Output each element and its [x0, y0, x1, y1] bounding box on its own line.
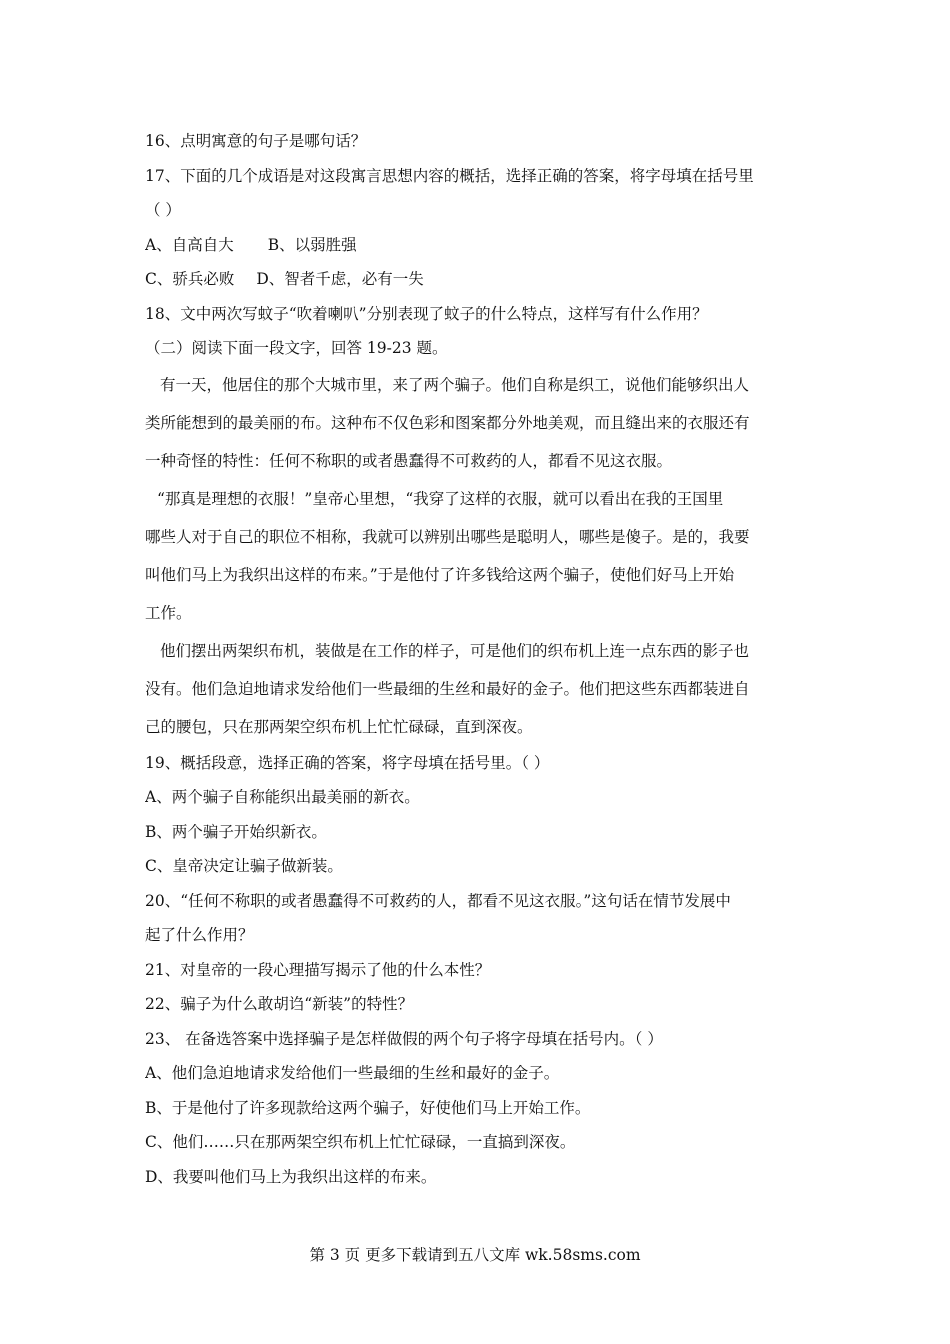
- option-d: D、智者千虑，必有一失: [256, 270, 424, 288]
- question-16: 16、点明寓意的句子是哪句话？: [145, 132, 367, 150]
- question-22: 22、骗子为什么敢胡诌“新装”的特性？: [145, 995, 414, 1013]
- question-19-option-b: B、两个骗子开始织新衣。: [145, 822, 327, 841]
- question-23-option-d: D、我要叫他们马上为我织出这样的布来。: [145, 1167, 437, 1186]
- question-23: 23、 在备选答案中选择骗子是怎样做假的两个句子将字母填在括号内。（ ）: [145, 1029, 663, 1048]
- option-c: C、骄兵必败: [145, 270, 235, 288]
- question-20-line-1: 20、“任何不称职的或者愚蠢得不可救药的人，都看不见这衣服。”这句话在情节发展中: [145, 891, 731, 910]
- passage-line: “那真是理想的衣服！”皇帝心里想，“我穿了这样的衣服，就可以看出在我的王国里: [157, 489, 724, 508]
- passage-line: 哪些人对于自己的职位不相称，我就可以辨别出哪些是聪明人，哪些是傻子。是的，我要: [145, 527, 750, 546]
- question-17-options-cd: [145, 262, 810, 297]
- passage-line: 叫他们马上为我织出这样的布来。”于是他付了许多钱给这两个骗子，使他们好马上开始: [145, 565, 735, 584]
- question-19-option-a: A、两个骗子自称能织出最美丽的新衣。: [145, 788, 420, 806]
- question-17-line-1: 17、下面的几个成语是对这段寓言思想内容的概括，选择正确的答案，将字母填在括号里: [145, 166, 754, 185]
- page-footer: 第 3 页 更多下载请到五八文库 wk.58sms.com: [309, 1246, 641, 1264]
- passage-line: 没有。他们急迫地请求发给他们一些最细的生丝和最好的金子。他们把这些东西都装进自: [145, 679, 750, 698]
- section-2-heading: （二）阅读下面一段文字，回答 19-23 题。: [145, 339, 448, 357]
- question-23-option-b: B、于是他付了许多现款给这两个骗子，好使他们马上开始工作。: [145, 1098, 591, 1117]
- question-18: 18、文中两次写蚊子“吹着喇叭”分别表现了蚊子的什么特点，这样写有什么作用？: [145, 304, 708, 323]
- question-17-line-2: （ ）: [145, 201, 181, 219]
- passage-line: 有一天，他居住的那个大城市里，来了两个骗子。他们自称是织工，说他们能够织出人: [160, 375, 750, 394]
- document-body: [145, 124, 810, 1194]
- passage-line: 他们摆出两架织布机，装做是在工作的样子，可是他们的织布机上连一点东西的影子也: [160, 641, 750, 660]
- passage-line: 类所能想到的最美丽的布。这种布不仅色彩和图案都分外地美观，而且缝出来的衣服还有: [145, 413, 750, 432]
- option-b: B、以弱胜强: [267, 235, 357, 254]
- passage-line: 一种奇怪的特性：任何不称职的或者愚蠢得不可救药的人，都看不见这衣服。: [145, 451, 673, 470]
- question-23-option-c: C、他们……只在那两架空织布机上忙忙碌碌，一直搞到深夜。: [145, 1133, 576, 1151]
- passage-line: 己的腰包，只在那两架空织布机上忙忙碌碌，直到深夜。: [145, 717, 533, 736]
- question-19-option-c: C、皇帝决定让骗子做新装。: [145, 857, 343, 875]
- option-a: A、自高自大: [145, 235, 234, 254]
- question-20-line-2: 起了什么作用？: [145, 926, 254, 944]
- question-17-options-ab: [145, 228, 810, 263]
- question-21: 21、对皇帝的一段心理描写揭示了他的什么本性？: [145, 960, 491, 979]
- passage-line: 工作。: [145, 603, 192, 622]
- question-23-option-a: A、他们急迫地请求发给他们一些最细的生丝和最好的金子。: [145, 1064, 560, 1082]
- question-19: 19、概括段意，选择正确的答案，将字母填在括号里。（ ）: [145, 753, 550, 772]
